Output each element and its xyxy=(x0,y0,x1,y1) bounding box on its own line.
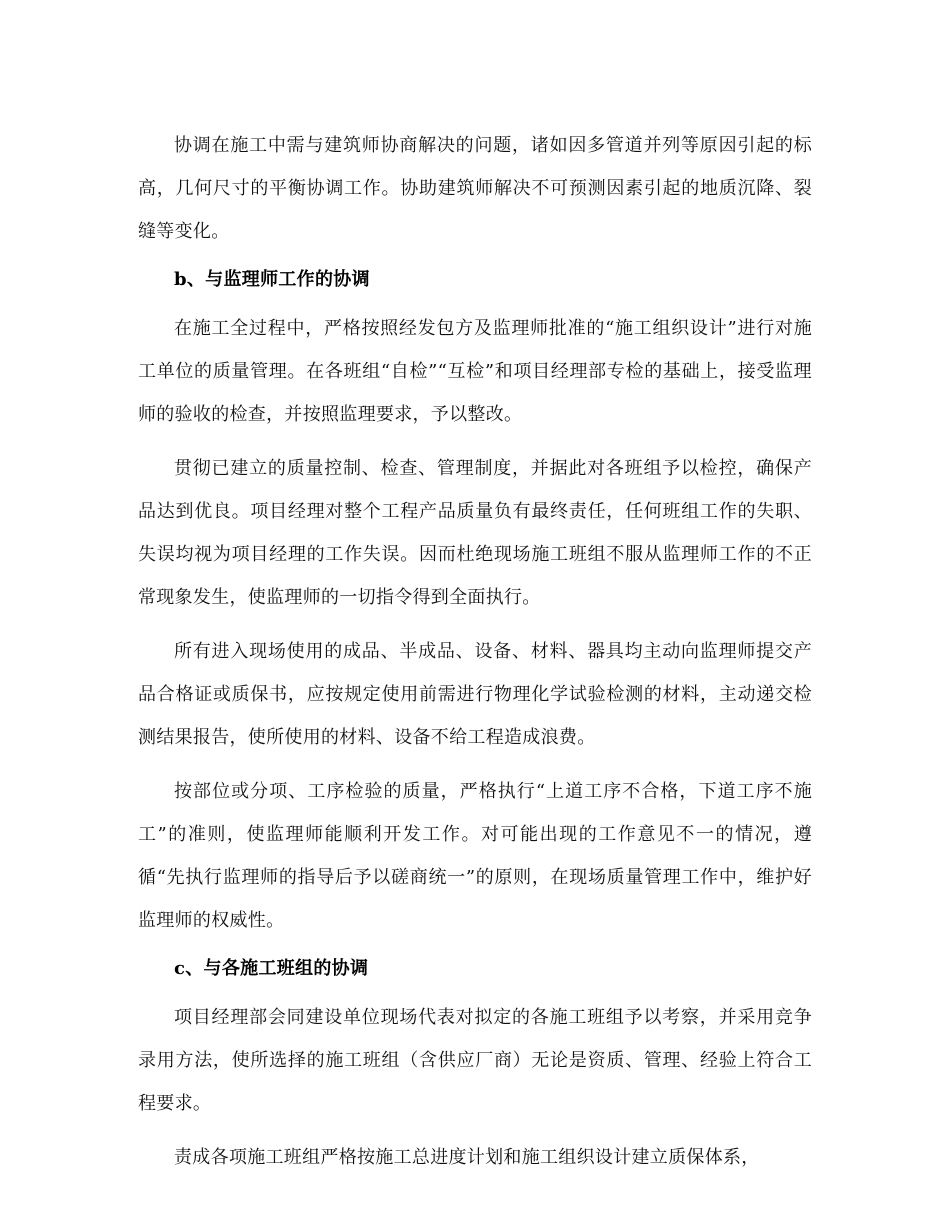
paragraph-quality-management: 在施工全过程中，严格按照经发包方及监理师批准的“施工组织设计”进行对施工单位的质量管理。在各班组“自检”“互检”和项目经理部专检的基础上，接受监理师的验收的检查，并按照监理要求，予以整改。 xyxy=(138,318,812,425)
paragraph-team-responsibility: 责成各项施工班组严格按施工总进度计划和施工组织设计建立质保体系， xyxy=(174,1147,760,1168)
paragraph-quality-control-system: 贯彻已建立的质量控制、检查、管理制度，并据此对各班组予以检控，确保产品达到优良。项目经理对整个工程产品质量负有最终责任，任何班组工作的失职、失误均视为项目经理的工作失误。因而杜绝现场施工班组不服从监理师工作的不正常现象发生，使监理师的一切指令得到全面执行。 xyxy=(138,458,812,608)
section-heading-supervisor: b、与监理师工作的协调 xyxy=(174,269,370,290)
paragraph-process-inspection: 按部位或分项、工序检验的质量，严格执行“上道工序不合格，下道工序不施工”的准则，使监理师能顺利开发工作。对可能出现的工作意见不一的情况，遵循“先执行监理师的指导后予以磋商统一”的原则，在现场质量管理工作中，维护好监理师的权威性。 xyxy=(138,781,812,931)
paragraph-architect-coordination: 协调在施工中需与建筑师协商解决的问题，诸如因多管道并列等原因引起的标高，几何尺寸的平衡协调工作。协助建筑师解决不可预测因素引起的地质沉降、裂缝等变化。 xyxy=(138,135,812,242)
section-heading-work-teams: c、与各施工班组的协调 xyxy=(174,958,369,979)
paragraph-team-selection: 项目经理部会同建设单位现场代表对拟定的各施工班组予以考察，并采用竞争录用方法，使所选择的施工班组（含供应厂商）无论是资质、管理、经验上符合工程要求。 xyxy=(138,1007,812,1114)
paragraph-material-certificates: 所有进入现场使用的成品、半成品、设备、材料、器具均主动向监理师提交产品合格证或质保书，应按规定使用前需进行物理化学试验检测的材料，主动递交检测结果报告，使所使用的材料、设备不给工程造成浪费。 xyxy=(138,641,812,748)
document-body xyxy=(138,124,812,1190)
